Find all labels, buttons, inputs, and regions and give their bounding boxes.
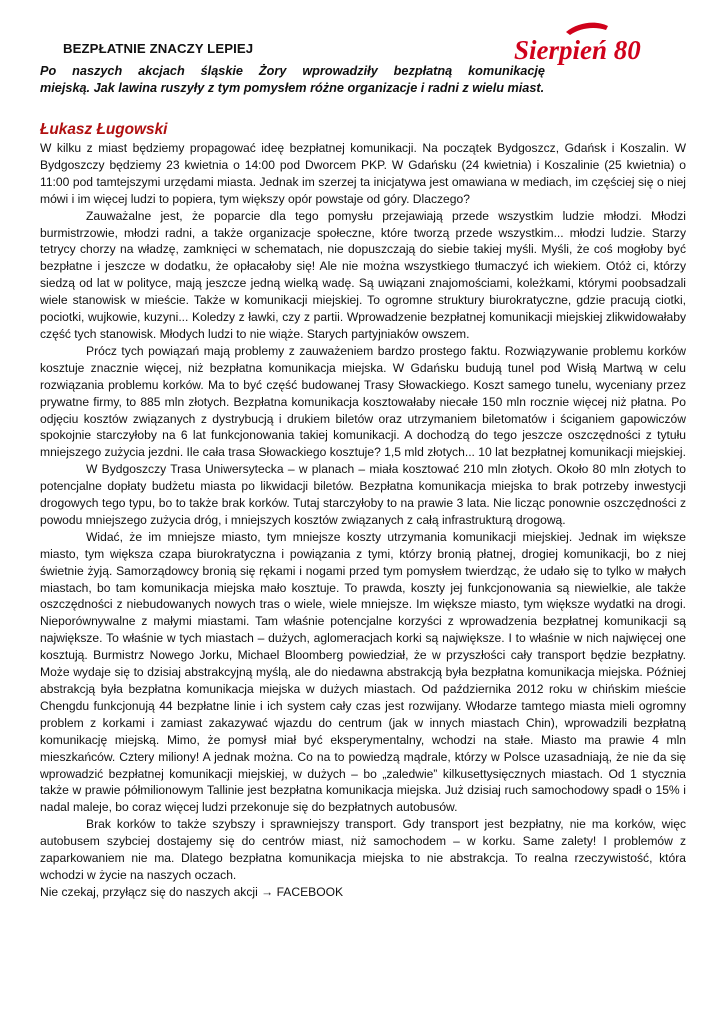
paragraph-5: Widać, że im mniejsze miasto, tym mniejsze koszty utrzymania komunikacji miejskiej. Jednak im większe miasto, tym większa czapa biurokratyczna i powiązania z tymi, którzy bronią płatnej, drogiej komunikacji, bo z niej świetnie żyją. Samorządowcy bronią się rękami i nogami przed tym pomysłem twierdząc, że udało się to tylko w małych miastach, bo tam komunikacja miejska mało kosztuje. To prawda, koszty jej funkcjonowania są niewielkie, ale także oszczędności z niebudowanych nowych tras o wiele, wiele mniejsze. Im większe miasto, tym większe wydatki na drogi. Nieporównywalne z małymi miastami. Tam właśnie potencjalne korzyści z wprowadzenia bezpłatnej komunikacji są największe. To właśnie w tych miastach – dużych, aglomeracjach korki są największe. I to właśnie w nich najwięcej one kosztują. Burmistrz Nowego Jorku, Michael Bloomberg powiedział, że w przyszłości cały transport będzie bezpłatny. Może wydaje się to dzisiaj abstrakcyjną myślą, ale do niedawna abstrakcją była bezpłatna komunikacja miejska. Później abstrakcją była bezpłatna komunikacja miejska w dużych miastach. Od października 2012 roku w chińskim mieście Chengdu funkcjonują 44 bezpłatne linie i ich system cały czas jest rozwijany. Włodarze tamtego miasta mieli ogromny problem z korkami i zamiast zakazywać wjazdu do centrum (jak w innych miastach Chin), wprowadzili bezpłatną komunikację miejską. Mimo, że pomysł miał być eksperymentalny, wchodzi na stałe. Miasto ma prawie 4 mln mieszkańców. Cztery miliony! A jednak można. Co na to powiedzą mądrale, którzy w Polsce uzasadniają, że nie da się wprowadzić bezpłatnej komunikacji miejskiej, w dużych – bo „zaledwie” kilkusettysięcznych miastach. Od 1 stycznia także w prawie półmilionowym Tallinie jest bezpłatna komunikacja miejska. Już dzisiaj ruch samochodowy spadł o 15% i nadal maleje, bo coraz więcej ludzi przekonuje się do bezpłatnych autobusów. xyxy=(40,529,686,815)
author-name: Łukasz Ługowski xyxy=(40,121,168,138)
facebook-call-to-action[interactable]: Nie czekaj, przyłącz się do naszych akcji → FACEBOOK xyxy=(40,884,344,899)
paragraph-6: Brak korków to także szybszy i sprawniejszy transport. Gdy transport jest bezpłatny, nie ma korków, więc autobusem szybciej dostajemy się do centrów miast, niż samochodem – w korku. Same zalety! I problemów z zaparkowaniem nie ma. Dlatego bezpłatna komunikacja miejska to nie abstrakcja. To realna rzeczywistość, która wchodzi w życie na naszych oczach. xyxy=(40,817,686,882)
logo-text: Sierpień 80 xyxy=(514,35,641,65)
lead-line-1: Po naszych akcjach śląskie Żory wprowadziły bezpłatną komunikację xyxy=(40,64,545,78)
paragraph-2: Zauważalne jest, że poparcie dla tego pomysłu przejawiają przede wszystkim ludzie młodzi. Młodzi burmistrzowie, młodzi radni, a także organizacje społeczne, które tworzą przede wszystkim... młodzi ludzie. Starzy tetrycy chorzy na władzę, zamknięci w schematach, nie dopuszczają do siebie takiej myśli. Myśli, że coś mogłoby być bezpłatne i jeszcze w dodatku, że opłacałoby się! Ale nie można wszystkiego tłumaczyć ich wiekiem. Otóż ci, którzy siedzą od lat w polityce, mają jeszcze jedną wielką wadę. Są uwiązani znajomościami, koleżkami, którymi poobsadzali wiele stanowisk w mieście. Także w komunikacji miejskiej. To ogromne struktury biurokratyczne, gdzie pracują ciotki, pociotki, wujkowie, kuzyni... Koledzy z ławki, czy z partii. Wprowadzenie bezpłatnej komunikacji miejskiej zlikwidowałaby część tych stanowisk. Młodych ludzi to nie wiąże. Starych partyjniaków owszem. xyxy=(40,208,686,341)
flag-icon xyxy=(566,23,608,35)
lead-line-2: miejską. Jak lawina ruszyły z tym pomysłem różne organizacje i radni z wielu miast. xyxy=(40,81,545,95)
paragraph-3: Prócz tych powiązań mają problemy z zauważeniem bardzo prostego faktu. Rozwiązywanie problemu korków kosztuje znacznie więcej, niż bezpłatna komunikacja miejska. W Gdańsku budują tunel pod Wisłą Martwą w celu rozwiązania problemu korków. Ma to być część budowanej Trasy Słowackiego. Koszt samego tunelu, wyceniany przez prywatne firmy, to 885 mln złotych. Bezpłatna komunikacja kosztowałaby niecałe 150 mln rocznie więcej niż płatna. Po odjęciu kosztów związanych z dystrybucją i drukiem biletów oraz utrzymaniem biletomatów i ściganiem gapowiczów spokojnie starczyłoby na 6 lat funkcjonowania takiej komunikacji. A dochodzą do tego jeszcze oszczędności z tytułu mniejszego zużycia jezdni. Ile cała trasa Słowackiego kosztuje? 1,5 mld złotych... 10 lat bezpłatnej komunikacji miejskiej. xyxy=(40,343,686,460)
sierpien-80-logo-graphic xyxy=(508,18,678,68)
lead-paragraph xyxy=(40,63,545,97)
paragraph-4: W Bydgoszczy Trasa Uniwersytecka – w planach – miała kosztować 210 mln złotych. Około 80 mln złotych to potencjalne dopłaty budżetu miasta po likwidacji biletów. Bezpłatna komunikacja miejska to brak potrzeby inwestycji drogowych tego typu, bo to także brak korków. Tutaj starczyłoby to na prawie 3 lata. Nie licząc ponownie oszczędności z powodu mniejszego zużycia dróg, i mniejszych kosztów związanych z całą infrastrukturą drogową. xyxy=(40,462,686,527)
article-body xyxy=(40,140,686,901)
sierpien-80-logo xyxy=(508,18,678,68)
page-title: BEZPŁATNIE ZNACZY LEPIEJ xyxy=(63,41,254,56)
paragraph-1: W kilku z miast będziemy propagować ideę bezpłatnej komunikacji. Na początek Bydgoszcz, Gdańsk i Koszalin. W Bydgoszczy będziemy 23 kwietnia o 14:00 pod Dworcem PKP. W Gdańsku (24 kwietnia) i Koszalinie (25 kwietnia) o 11:00 pod tamtejszymi urzędami miasta. Jednak im szerzej ta inicjatywa jest omawiana w mediach, im częściej się o niej mówi i im więcej ludzi to popiera, tym większy opór powstaje od góry. Dlaczego? xyxy=(40,141,686,206)
